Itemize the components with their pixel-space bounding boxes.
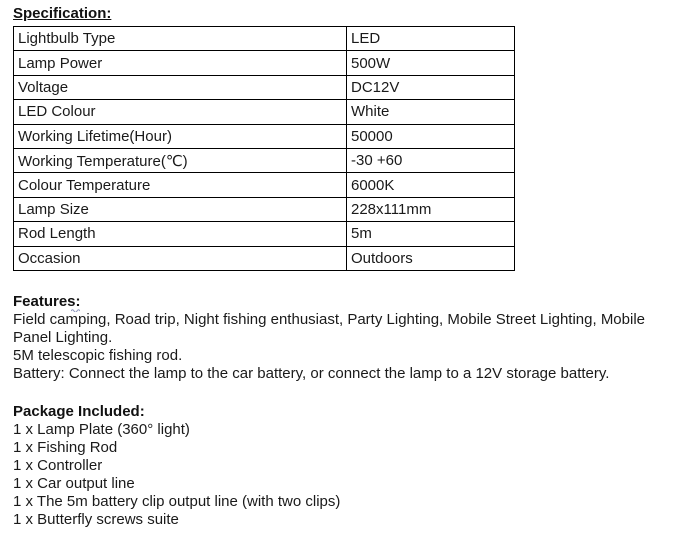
spec-value: White <box>347 100 515 124</box>
features-heading: Features: <box>13 292 81 310</box>
spec-value: 6000K <box>347 173 515 197</box>
spec-label: Lamp Power <box>14 51 347 75</box>
table-row <box>14 148 515 172</box>
table-row <box>14 173 515 197</box>
spec-label: Colour Temperature <box>14 173 347 197</box>
package-item: 1 x The 5m battery clip output line (with two clips) <box>13 492 341 510</box>
features-line: Panel Lighting. <box>13 328 113 346</box>
spec-value: DC12V <box>347 75 515 99</box>
package-item: 1 x Butterfly screws suite <box>13 510 179 528</box>
spec-label: Working Temperature(℃) <box>14 148 347 172</box>
table-row <box>14 197 515 221</box>
spec-value: 500W <box>347 51 515 75</box>
spellcheck-squiggle-icon <box>71 308 80 312</box>
table-row <box>14 124 515 148</box>
spec-value: 5m <box>347 222 515 246</box>
features-heading-wrap <box>13 293 81 311</box>
features-section <box>13 293 692 383</box>
specification-heading: Specification: <box>13 5 112 22</box>
spec-value: Outdoors <box>347 246 515 270</box>
specification-table <box>13 26 515 271</box>
package-item: 1 x Controller <box>13 456 103 474</box>
features-line: 5M telescopic fishing rod. <box>13 346 183 364</box>
spec-label: Rod Length <box>14 222 347 246</box>
spec-label: Voltage <box>14 75 347 99</box>
table-row <box>14 222 515 246</box>
features-line: Field camping, Road trip, Night fishing enthusiast, Party Lighting, Mobile Street Lighting, Mobile <box>13 310 645 328</box>
package-included-heading: Package Included: <box>13 402 145 420</box>
package-item: 1 x Car output line <box>13 474 135 492</box>
spec-label: Lamp Size <box>14 197 347 221</box>
package-item: 1 x Lamp Plate (360° light) <box>13 420 190 438</box>
table-row <box>14 75 515 99</box>
package-item: 1 x Fishing Rod <box>13 438 118 456</box>
spec-label: LED Colour <box>14 100 347 124</box>
table-row <box>14 51 515 75</box>
table-row <box>14 27 515 51</box>
table-row <box>14 246 515 270</box>
package-included-section <box>13 403 692 529</box>
spec-label: Occasion <box>14 246 347 270</box>
spec-value: LED <box>347 27 515 51</box>
table-row <box>14 100 515 124</box>
spec-value: -30 +60 <box>347 148 515 172</box>
spec-label: Lightbulb Type <box>14 27 347 51</box>
features-line: Battery: Connect the lamp to the car battery, or connect the lamp to a 12V storage battery. <box>13 364 610 382</box>
spec-label: Working Lifetime(Hour) <box>14 124 347 148</box>
spec-value: 228x111mm <box>347 197 515 221</box>
spec-value: 50000 <box>347 124 515 148</box>
